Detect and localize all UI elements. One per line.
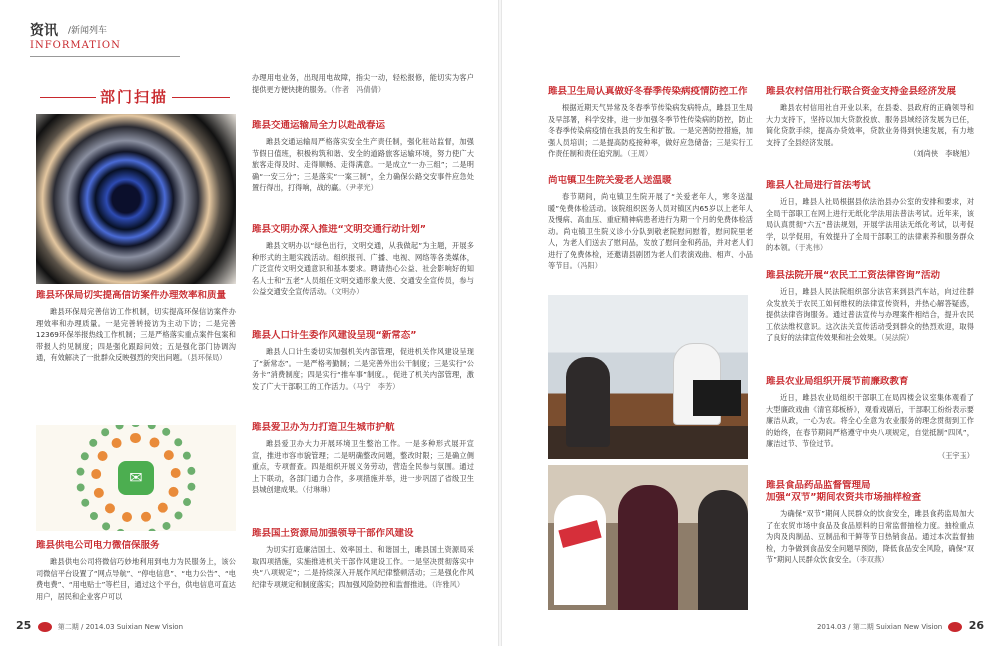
article-author: （许雅风） (431, 579, 465, 589)
article-environment (36, 290, 236, 364)
banner-rule-right (172, 97, 230, 98)
article-land (252, 528, 474, 590)
elderly-visit-photo (548, 465, 748, 610)
article-title: 雎县农村信用社行联合资金支持金县经济发展 (766, 86, 957, 97)
article-elderly (548, 175, 753, 272)
elderly-checkup-photo (548, 295, 748, 459)
banner-rule-left (40, 97, 96, 98)
article-author: （尹孝光） (345, 183, 378, 192)
article-body: 为确保“双节”期间人民群众的饮食安全，雎县食药监局加大了在农贸市场中食品及食品原料的日常监督抽检力度。抽检重点为肉及肉制品、豆制品和干鲜等节日热销食品。通过本次监督抽检，力争做到食品安全问题早预防，降低食品安全风险，确保“双节”期间人民群众饮食安全。（李双燕） (766, 509, 974, 564)
article-body: 近日，雎县人社局根据县依法治县办公室的安排和要求，对全局干部职工在网上进行无纸化学法用法普法考试。近年来，该局认真贯彻“六五”普法规划，开展学法用法无纸化考试，以考促学，以学促用，有效提升了全局干部职工的法律素养和服务群众的本领。（于兆伟） (766, 197, 974, 252)
article-author: （王宇玉） (938, 450, 974, 460)
article-title: 加强“双节”期间农资共市场抽样检查 (766, 492, 921, 503)
masthead-sub: /新闻列车 (68, 26, 108, 36)
article-food-drug (766, 480, 974, 566)
issue-en: Suixian New Vision (875, 623, 943, 631)
article-court (766, 270, 974, 344)
magazine-logo-icon (948, 622, 962, 632)
article-title: 雎县环保局切实提高信访案件办理效率和质量 (36, 290, 227, 301)
article-health-city (252, 422, 474, 496)
article-credit (766, 86, 974, 160)
masthead-main: 资讯 (30, 23, 58, 39)
article-body: 雎县交通运输局严格落实安全生产责任制，强化驻站监督，加强节假日值班，积极构筑和谐、安全的道路旅客运输环境，努力使广大旅客走得及时、走得顺畅、走得满意。一是成立“一办三组”；二是明确“一安三分”；三是落实“一案三制”，全力确保公路交安事件应急处置行得出，打得响，战的赢。（尹孝光） (252, 137, 474, 192)
article-title: 雎县文明办深入推进“文明交通行动计划” (252, 224, 426, 235)
article-author: （马宁 李芳） (352, 381, 400, 391)
article-body: 雎县农村信用社自开业以来，在县委、县政府的正确领导和大力支持下，坚持以加大贷款投放、服务县域经济发展为已任，简化贷款手续，提高办贷效率，贷款业务得到快速发展，有力地支持了全县经济发展。 (766, 103, 974, 147)
article-power-cont (252, 72, 474, 95)
issue-label: 第二期 / 2014.03 (57, 623, 115, 631)
footer-right (817, 619, 984, 639)
issue-en: Suixian New Vision (116, 623, 184, 631)
person-figure (618, 485, 678, 610)
article-body: 办理用电业务，出现用电故障，指尖一动，轻松报修，能切实为客户提供更方便快捷的服务。（作者 冯倩倩） (252, 73, 474, 94)
article-body: 雎县爱卫办大力开展环境卫生整治工作。一是多种形式展开宣宣，推进市容市貌管理；二是明确整改问题，整改时限；三是确立侧重点，专项督查。四是组织开展义务劳动，营造全民参与氛围。通过上下联动，各部门通力合作，多项措施并举，进一步巩固了省级卫生县城创建成果。（付琳琳） (252, 439, 474, 494)
article-title: 雎县农业局组织开展节前廉政教育 (766, 376, 909, 387)
article-author: （付琳琳） (302, 485, 335, 494)
article-author: （文明办） (331, 287, 364, 296)
page-number: 26 (968, 619, 984, 632)
camera-lens-photo (36, 114, 236, 284)
page-number: 25 (16, 619, 32, 632)
article-body: 根据近期天气异常及冬春季节传染病发病特点，雎县卫生局及早部署，科学安排，进一步加强冬季节性传染病的防控，防止冬春季传染病疫情在我县的发生和扩散。一是完善防控措施，加强人员培训；二是提高防疫接种率，做好应急储备；三是实行工作责任制和责任追究制。（王周） (548, 103, 753, 158)
article-body: 雎县人口计生委切实加强机关内部管理，促进机关作风建设呈现了“新常态”。一是严格考勤制；二是完善外出公干制度；三是实行“公务卡”消费制度；四是实行“推车事”制度。，促进了机关内部管理，激发了广大干部职工的工作活力。（马宁 李芳） (252, 347, 474, 391)
article-body: 雎县环保局完善信访工作机制，切实提高环保信访案件办理效率和办理质量。一是完善转接访为主动下访；二是完善12369环保举报热线工作机制；三是严格落实重点案件包案和带报人约见制度；四是强化跟踪问效；五是强化部门协调沟通，有效解决了一批群众反映强烈的突出问题。（县环保局） (36, 307, 236, 362)
article-title: 雎县人社局进行首法考试 (766, 180, 871, 191)
wechat-icon: ✉ (118, 461, 154, 495)
masthead-en: INFORMATION (30, 40, 121, 51)
article-agriculture (766, 376, 974, 461)
article-title: 雎县交通运输局全力以赴战春运 (252, 120, 386, 131)
article-title: 雎县国土资源局加强领导干部作风建设 (252, 528, 414, 539)
article-law-exam (766, 180, 974, 254)
article-body: 近日，雎县人民法院组织部分法官来到县汽车站，向过往群众发放关于农民工如何维权的法律宣传资料，并热心解答疑惑，提供法律咨询服务。通过普法宣传与办理案件相结合，提升农民工依法维权意识。这次法关宣传活动受到群众的热烈欢迎，取得了良好的法律宣传效果和社会效果。（吴法院） (766, 287, 974, 342)
article-title: 雎县爱卫办为力打造卫生城市护航 (252, 422, 395, 433)
article-author: （于兆伟） (794, 243, 828, 252)
article-title: 雎县食品药品监督管理局 (766, 480, 871, 491)
issue-label: 2014.03 / 第二期 (816, 623, 874, 631)
article-author: （王周） (627, 149, 653, 158)
article-title: 雎县法院开展“农民工工资法律咨询”活动 (766, 270, 940, 281)
article-title: 雎县供电公司电力微信保服务 (36, 540, 160, 551)
section-banner (40, 86, 230, 108)
article-body: 雎县供电公司将微信巧妙地利用到电力为民服务上，该公司微信平台设置了“网点导航”、“停电信息”、“电力公告”、“电费电费”、“用电贴士”等栏目，通过这个平台，供电信息可直达用户，居民和企业客户可以 (36, 557, 236, 601)
article-body: 春节期间，尚屯镇卫生院开展了“关爱老年人，寒冬送温暖”免费体检活动。该院组织医务人员对镇区内65岁以上老年人及慢病、高血压、重症精神病患者进行为期一个月的免费体检活动。尚屯镇卫生院义诊小分队到敬老院慰问慰着，慰问院里老人，为老人们送去了慰问品，发放了慰问金和药品，并对老人们进行了免费体检，还邀请县剧团为老人们表演戏曲、相声、小品等节目。（冯阳） (548, 192, 753, 270)
article-author: （作者 冯倩倩） (331, 84, 385, 94)
article-transport (252, 120, 474, 194)
wechat-illustration (36, 425, 236, 531)
person-figure (566, 357, 610, 447)
article-author: （李双燕） (855, 555, 889, 564)
footer-left (16, 619, 183, 639)
article-body: 为切实打造廉洁国土、效率国土、和谐国土，雎县国土资源局采取四项措施，实施推进机关干部作风建设工作。一是坚决贯彻落实中央“八项规定”；二是持续深入开展作风纪律整顿活动；三是强化作风纪律专项规定和制度落实；四加强风险防控和监督推进。（许雅风） (252, 545, 474, 589)
article-title: 雎县人口计生委作风建设呈现“新常态” (252, 330, 417, 341)
article-epidemic (548, 86, 753, 160)
person-figure (554, 495, 606, 605)
article-body: 近日，雎县农业局组织干部职工在局四楼会议室集体观看了大型廉政戏曲《清官郑板桥》，观看戏剧后，干部职工纷纷表示要廉洁从政，一心为农。将全心全意为农业服务的理念贯彻到工作的始终，在春节期间严格遵守中央八项规定，自觉抵制“四风”，廉洁过节、节俭过节。 (766, 393, 974, 448)
magazine-logo-icon (38, 622, 52, 632)
section-title: 部门扫描 (100, 88, 169, 106)
person-figure (698, 490, 748, 610)
article-author: （吴法院） (881, 333, 914, 342)
monitor-shape (693, 380, 741, 416)
article-author: （县环保局） (186, 353, 227, 362)
article-population (252, 330, 474, 392)
article-body: 雎县文明办以“绿色出行，文明交通，从我做起”为主题，开展多种形式的主题实践活动。组织报刊、广播、电视、网络等各类媒体，广泛宣传文明交通意识和基本要求。聘请热心公益、社会影响好的知名人士和“五老”人员组任文明交通形象大使、交通安全宣传员，参与公益交通安全宣传活动。（文明办） (252, 241, 474, 296)
article-civilization (252, 224, 474, 298)
article-title: 尚屯镇卫生院关爱老人送温暖 (548, 175, 672, 186)
article-power (36, 540, 236, 602)
article-title: 雎县卫生局认真做好冬春季传染病疫情防控工作 (548, 86, 748, 97)
masthead (30, 20, 230, 60)
article-author: （冯阳） (576, 261, 602, 270)
article-author: （刘尚侠 李晓旭） (909, 149, 974, 158)
masthead-divider (30, 56, 180, 57)
